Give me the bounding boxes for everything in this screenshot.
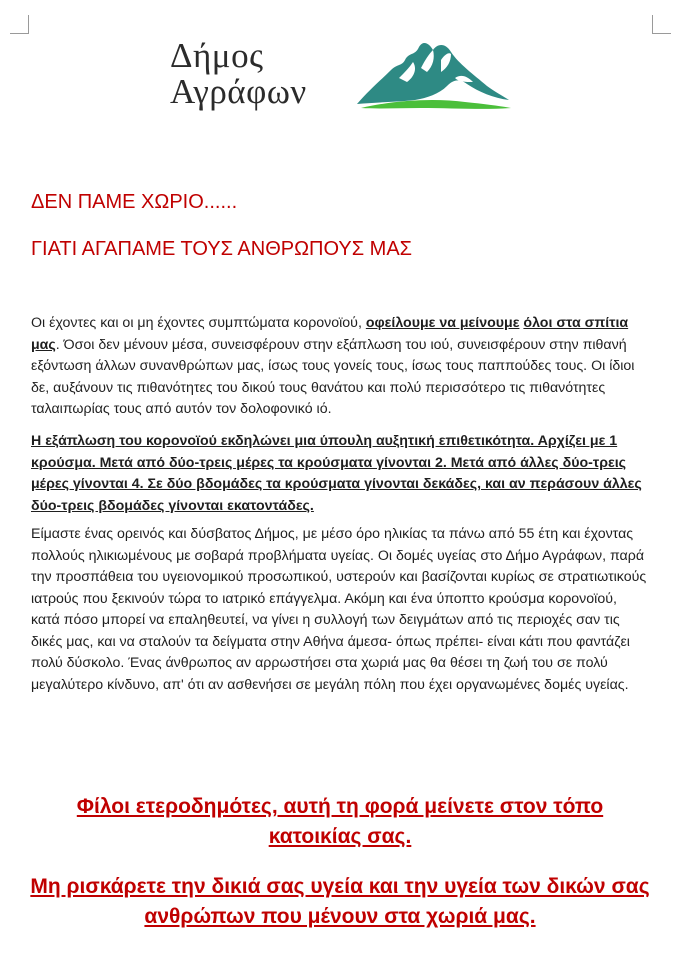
paragraph-spread-warning: Η εξάπλωση του κορονοϊού εκδηλώνει μια ύπουλη αυξητική επιθετικότητα. Αρχίζει με 1 κρούσμα. Μετά από δύο-τρεις μέρες τα κρούσματα γίνονται 2. Μετά από άλλες δύο-τρεις μέρες γίνονται 4. Σε δύο βδομάδες τα κρούσματα γίνονται δεκάδες, και αν περάσουν άλλες δύο-τρεις βδομάδες γίνονται εκατοντάδες.	[31, 433, 642, 514]
logo-line-2: Αγράφων	[170, 72, 307, 111]
logo-wordmark	[170, 38, 307, 110]
closing-appeal-stay: Φίλοι ετεροδημότες, αυτή τη φορά μείνετε στον τόπο κατοικίας σας.	[76, 795, 604, 848]
emphasis-must-stay: οφείλουμε να μείνουμε	[365, 315, 520, 331]
mountain-logo-icon	[355, 38, 515, 114]
paragraph-stay-home	[31, 313, 649, 421]
closing-appeal-health: Μη ρισκάρετε την δικιά σας υγεία και την υγεία των δικών σας ανθρώπων που μένουν στα χωριά μας.	[30, 875, 650, 928]
page-corner-mark-top-right	[652, 15, 671, 34]
page-corner-mark-top-left	[10, 15, 29, 34]
emphasis-all-at-home: όλοι στα σπίτια μας	[31, 315, 629, 353]
municipality-logo	[170, 38, 520, 120]
paragraph-health-structures: Είμαστε ένας ορεινός και δύσβατος Δήμος, με μέσο όρο ηλικίας τα πάνω από 55 έτη και έχοντας πολλούς ηλικιωμένους με σοβαρά προβλήματα υγείας. Οι δομές υγείας στο Δήμο Αγράφων, παρά την προσπάθεια του υγειονομικού προσωπικού, υστερούν και βασίζονται κυρίως σε στρατιωτικούς ιατρούς που ξεκινούν τώρα το ιατρικό επάγγελμα. Ακόμη και ένα ύποπτο κρούσμα κορονοϊού, κατά πόσο μπορεί να επαληθευτεί, να γίνει η συλλογή των δειγμάτων από τις περιοχές σαν τις δικές μας, και να σταλούν τα δείγματα στην Αθήνα άμεσα- όπως πρέπει- είναι κάτι που φαντάζει πολύ δύσκολο. Ένας άνθρωπος αν αρρωστήσει στα χωριά μας θα θέσει τη ζωή του σε πολύ μεγαλύτερο κίνδυνο, απ' ότι αν ασθενήσει σε μεγάλη πόλη που έχει οργανωμένες δομές υγείας.	[31, 526, 647, 693]
headline-dont-go-village: ΔΕΝ ΠΑΜΕ ΧΩΡΙΟ......	[31, 191, 238, 213]
paragraph-1-rest: . Όσοι δεν μένουν μέσα, συνεισφέρουν στην εξάπλωση του ιού, συνεισφέρουν στην πιθανή εξόντωση άλλων συνανθρώπων μας, ίσως τους γονείς τους, ίσως τους παππούδες τους. Οι ίδιοι δε, αυξάνουν τις πιθανότητες του δικού τους θανάτου και πολύ περισσότερο τις πιθανότητες ταλαιπωρίας τους από αυτόν τον δολοφονικό ιό.	[31, 336, 635, 417]
paragraph-1-intro: Οι έχοντες και οι μη έχοντες συμπτώματα κορονοϊού,	[31, 315, 366, 331]
logo-line-1: Δήμος	[170, 36, 264, 75]
headline-love-our-people: ΓΙΑΤΙ ΑΓΑΠΑΜΕ ΤΟΥΣ ΑΝΘΡΩΠΟΥΣ ΜΑΣ	[31, 238, 413, 260]
